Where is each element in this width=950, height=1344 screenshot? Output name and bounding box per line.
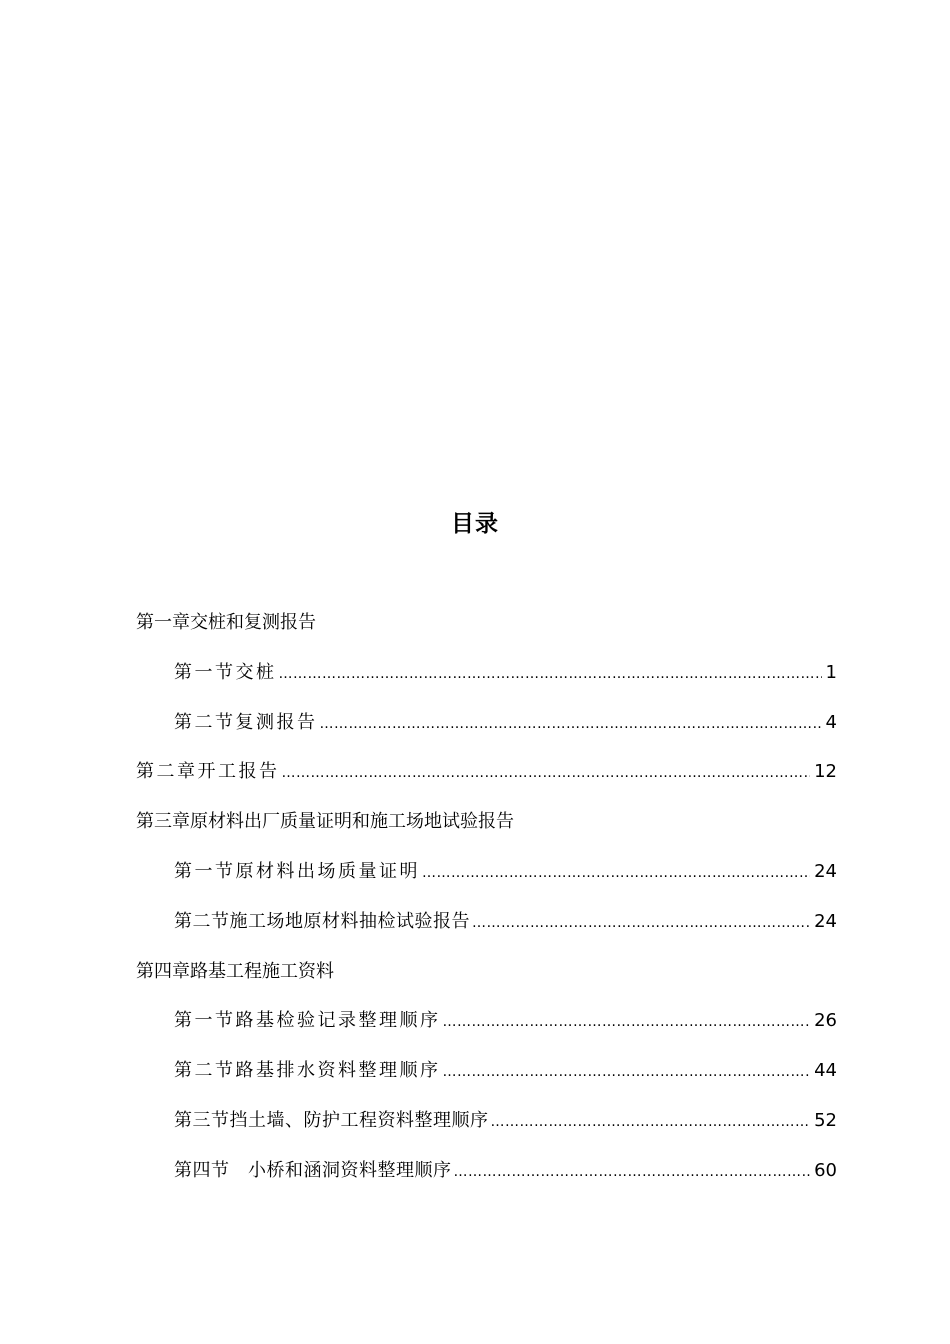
toc-section-4-1[interactable] xyxy=(136,1001,837,1051)
toc-section-4-4[interactable] xyxy=(136,1151,837,1201)
dot-leader xyxy=(279,654,822,694)
toc-entry-label: 第二节路基排水资料整理顺序 xyxy=(174,1060,441,1082)
toc-chapter-3[interactable] xyxy=(136,802,837,852)
toc-entry-label: 第二章开工报告 xyxy=(136,761,280,783)
toc-entry-label: 第三章原材料出厂质量证明和施工场地试验报告 xyxy=(136,811,514,833)
table-of-contents xyxy=(136,603,837,1201)
toc-chapter-1[interactable] xyxy=(136,603,837,653)
toc-page-number: 12 xyxy=(814,761,837,783)
toc-page-number: 44 xyxy=(814,1060,837,1082)
toc-chapter-4[interactable] xyxy=(136,952,837,1002)
toc-entry-label: 第二节复测报告 xyxy=(174,711,318,733)
toc-title: 目录 xyxy=(451,511,499,537)
toc-entry-label: 第一节交桩 xyxy=(174,661,277,683)
dot-leader xyxy=(472,903,810,943)
dot-leader xyxy=(443,1052,811,1092)
toc-page-number: 24 xyxy=(814,860,837,882)
toc-entry-label: 第一节原材料出场质量证明 xyxy=(174,860,420,882)
toc-chapter-2[interactable] xyxy=(136,752,837,802)
toc-entry-label: 第三节挡土墙、防护工程资料整理顺序 xyxy=(174,1109,489,1131)
dot-leader xyxy=(320,704,822,744)
toc-section-4-3[interactable] xyxy=(136,1101,837,1151)
toc-page-number: 26 xyxy=(814,1010,837,1032)
toc-entry-label: 第四章路基工程施工资料 xyxy=(136,960,334,982)
toc-entry-label: 第一章交桩和复测报告 xyxy=(136,612,316,633)
dot-leader xyxy=(454,1152,811,1192)
dot-leader xyxy=(282,753,811,793)
toc-section-1-1[interactable] xyxy=(136,653,837,703)
toc-section-1-2[interactable] xyxy=(136,703,837,753)
toc-section-4-2[interactable] xyxy=(136,1051,837,1101)
toc-entry-label: 第一节路基检验记录整理顺序 xyxy=(174,1010,441,1032)
toc-section-3-2[interactable] xyxy=(136,902,837,952)
toc-page-number: 4 xyxy=(825,711,837,733)
toc-entry-label: 第四节 小桥和涵洞资料整理顺序 xyxy=(174,1159,452,1181)
toc-page-number: 52 xyxy=(814,1109,837,1131)
dot-leader xyxy=(422,853,810,893)
dot-leader xyxy=(491,1102,811,1142)
dot-leader xyxy=(443,1002,811,1042)
toc-page-number: 1 xyxy=(825,661,837,683)
toc-page-number: 60 xyxy=(814,1159,837,1181)
toc-entry-label: 第二节施工场地原材料抽检试验报告 xyxy=(174,910,470,932)
toc-page-number: 24 xyxy=(814,910,837,932)
toc-section-3-1[interactable] xyxy=(136,852,837,902)
